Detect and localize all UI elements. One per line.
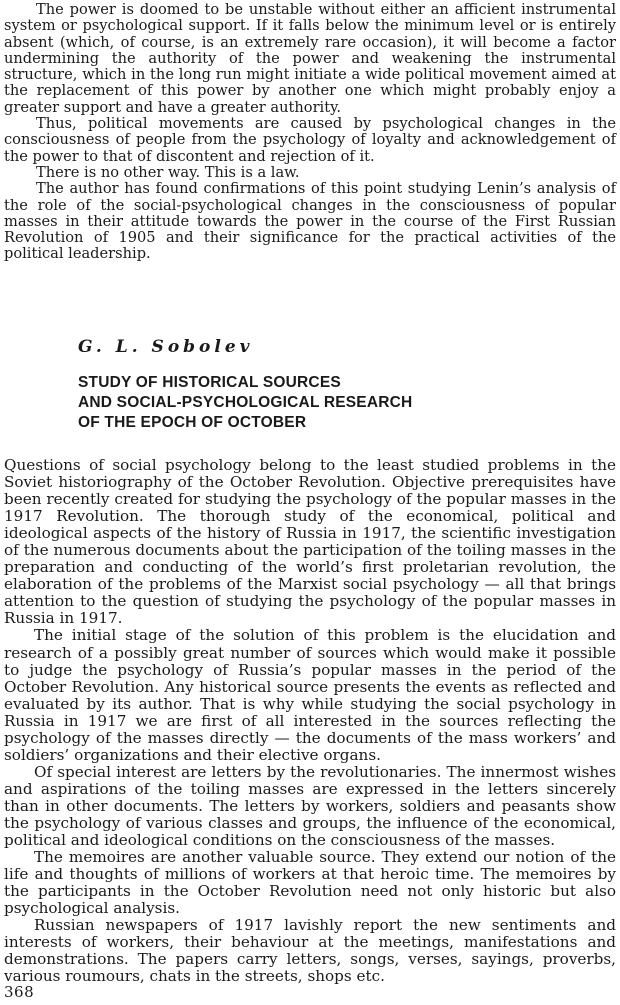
- paragraph: Thus, political movements are caused by psychological changes in the consciousness of people from the psychology of loyalty and acknowledgement of the power to that of discontent and rejection of it.: [4, 115, 616, 165]
- paragraph: The power is doomed to be unstable without either an afficient instrumental system or psychological support. If it falls below the minimum level or is entirely absent (which, of course, is an extremely rare occasion), it will become a factor undermining the authority of the power and weakening the instrumental structure, which in the long run might initiate a wide political movement aimed at the replacement of this power by another one which might probably enjoy a greater support and have a greater authority.: [4, 1, 616, 116]
- article-title-line: AND SOCIAL-PSYCHOLOGICAL RESEARCH: [78, 394, 413, 411]
- page-number: 368: [4, 983, 35, 1001]
- paragraph: Russian newspapers of 1917 lavishly report the new sentiments and interests of workers, their behaviour at the meetings, manifestations and demonstrations. The papers carry letters, songs, verses, sayings, proverbs, various roumours, chats in the streets, shops etc.: [4, 916, 616, 986]
- paragraph: Questions of social psychology belong to the least studied problems in the Soviet historiography of the October Revolution. Objective prerequisites have been recently created for studying the psychology of the popular masses in the 1917 Revolution. The thorough study of the economical, political and ideological aspects of the history of Russia in 1917, the scientific investigation of the numerous documents about the participation of the toiling masses in the preparation and conducting of the world’s first proletarian revolution, the elaboration of the problems of the Marxist social psychology — all that brings attention to the question of studying the psychology of the popular masses in Russia in 1917.: [4, 456, 616, 628]
- paragraph: There is no other way. This is a law.: [36, 163, 300, 181]
- article-author: G. L. Sobolev: [78, 337, 254, 357]
- article-title-line: STUDY OF HISTORICAL SOURCES: [78, 374, 341, 391]
- previous-article-text: [4, 2, 616, 263]
- paragraph: The memoires are another valuable source. They extend our notion of the life and thoughts of millions of workers at that heroic time. The memoires by the participants in the October Revolution need not only historic but also psychological analysis.: [4, 848, 616, 918]
- paragraph: The author has found confirmations of this point studying Lenin’s analysis of the role of the social-psychological changes in the consciousness of popular masses in their attitude towards the power in the course of the First Russian Revolution of 1905 and their significance for the practical activities of the political leadership.: [4, 180, 616, 263]
- paragraph: The initial stage of the solution of this problem is the elucidation and research of a possibly great number of sources which would make it possible to judge the psychology of Russia’s popular masses in the period of the October Revolution. Any historical source presents the events as reflected and evaluated by its author. That is why while studying the social psychology in Russia in 1917 we are first of all interested in the sources reflecting the psychology of the masses directly — the documents of the mass workers’ and soldiers’ organizations and their elective organs.: [4, 626, 616, 764]
- article-body: [4, 457, 616, 985]
- paragraph: Of special interest are letters by the revolutionaries. The innermost wishes and aspirations of the toiling masses are expressed in the letters sincerely than in other documents. The letters by workers, soldiers and peasants show the psychology of various classes and groups, the influence of the economical, political and ideological conditions on the consciousness of the masses.: [4, 762, 616, 850]
- article-title-line: OF THE EPOCH OF OCTOBER: [78, 414, 307, 431]
- article-title: [78, 373, 412, 433]
